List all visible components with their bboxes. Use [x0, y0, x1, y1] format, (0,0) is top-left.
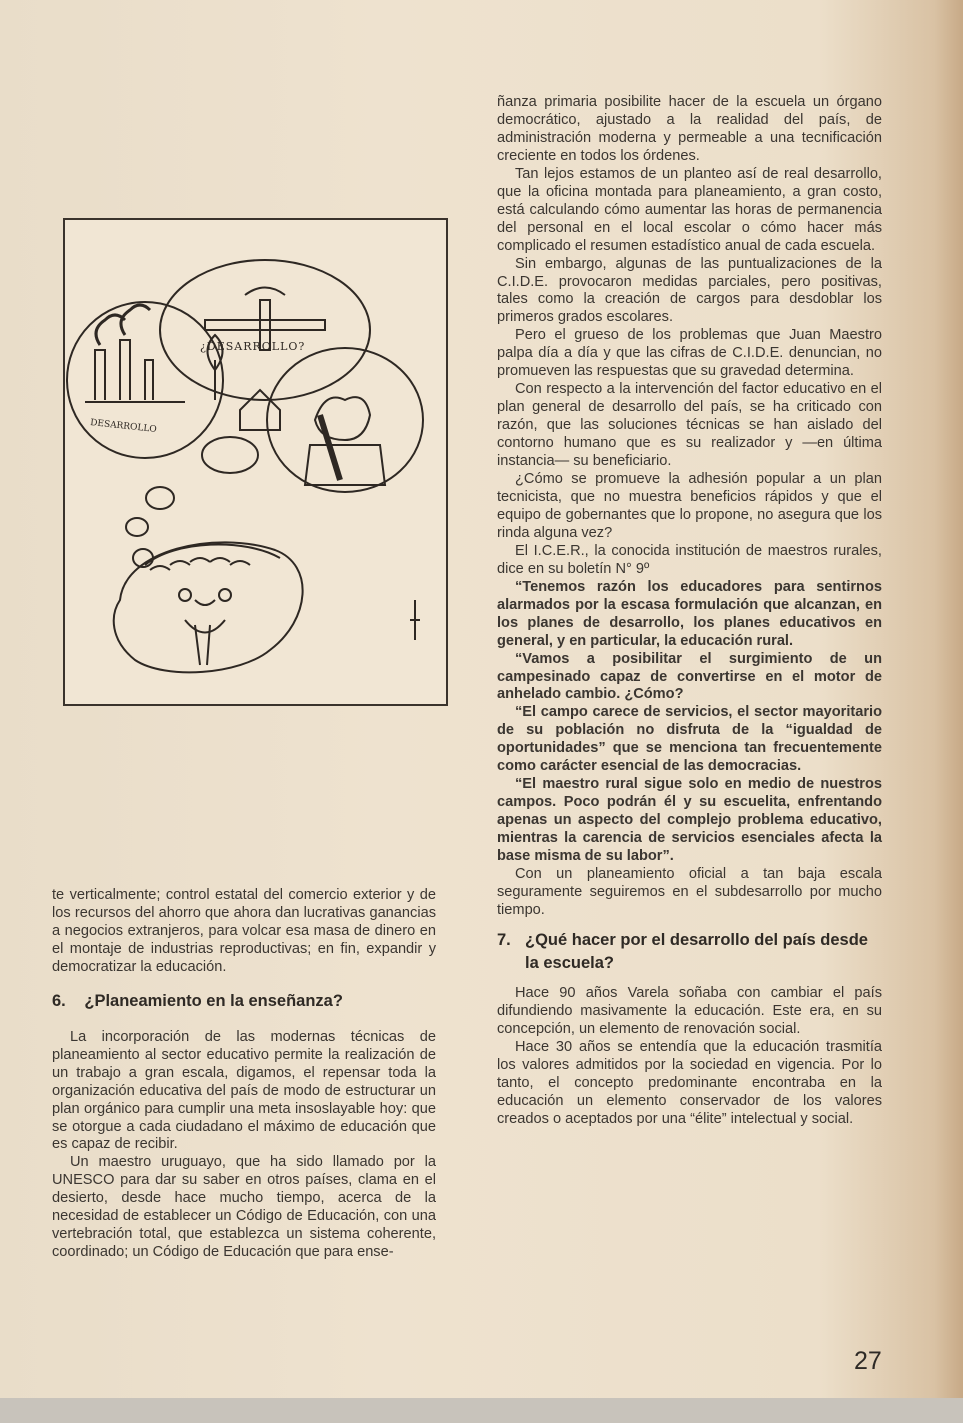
right-paragraph-9: Hace 90 años Varela soñaba con cambiar el país difundiendo masivamente la educación. Este era, en su concepción, un elemento de renovación social. — [497, 984, 882, 1037]
right-paragraph-6: ¿Cómo se promueve la adhesión popular a un plan tecnicista, que no muestra beneficios rápidos y que el equipo de gobernantes que lo propone, no asegura que los rinda alguna vez? — [497, 471, 882, 541]
right-paragraph-2: Tan lejos estamos de un planteo así de real desarrollo, que la oficina montada para planeamiento, a gran costo, está calculando cómo aumentar las horas de permanencia del personal en el local escolar o cómo hacer más complicado el resumen estadístico anual de cada escuela. — [497, 165, 882, 254]
right-column — [497, 94, 882, 1128]
quote-paragraph-2: “Vamos a posibilitar el surgimiento de un campesinado capaz de convertirse en el motor de anhelado cambio. ¿Cómo? — [497, 650, 882, 703]
quote-paragraph-3: “El campo carece de servicios, el sector mayoritario de su población no disfruta de la “igualdad de oportunidades” que se menciona tan frecuentemente como carácter esencial de las democracias. — [497, 704, 882, 775]
cartoon-drawing — [65, 220, 446, 704]
section-6-number: 6. — [52, 991, 66, 1010]
scan-bottom-margin — [0, 1398, 963, 1423]
section-7-title: ¿Qué hacer por el desarrollo del país desde la escuela? — [525, 930, 868, 972]
section-6-title: ¿Planeamiento en la enseñanza? — [84, 991, 343, 1010]
quote-paragraph-1: “Tenemos razón los educadores para sentirnos alarmados por la escasa formulación que alcanzan, en los planes de desarrollo, los planes educativos en general, y en particular, la educación rural. — [497, 578, 882, 649]
section-6-heading — [52, 990, 436, 1013]
right-paragraph-7: El I.C.E.R., la conocida institución de maestros rurales, dice en su boletín N° 9º — [497, 542, 882, 577]
cartoon-illustration — [63, 218, 448, 706]
thought-bubble-politician — [267, 348, 423, 492]
right-paragraph-1: ñanza primaria posibilite hacer de la escuela un órgano democrático, ajustado a la realidad del país, de administración moderna y permeable a una tecnificación creciente en todos los órdenes. — [497, 94, 882, 164]
section-7-heading — [497, 929, 882, 975]
bubble-text-desarrollo-question: ¿DESARROLLO? — [200, 340, 306, 353]
left-paragraph-3: Un maestro uruguayo, que ha sido llamado por la UNESCO para dar su saber en otros países, clama en el desierto, desde hace mucho tiempo, acerca de la necesidad de establecer un Código de Educación, con una vertebración total, que establezca un sistema coherente, coordinado; un Código de Educación que para ense- — [52, 1154, 436, 1261]
right-paragraph-3: Sin embargo, algunas de las puntualizaciones de la C.I.D.E. provocaron medidas parciales, pero positivas, tales como la creación de cargos para desdoblar los primeros grados escolares. — [497, 255, 882, 326]
right-paragraph-5: Con respecto a la intervención del factor educativo en el plan general de desarrollo del país, se ha criticado con razón, que las soluciones técnicas se han aislado del contorno humano que es su realizador y —en última instancia— su beneficiario. — [497, 381, 882, 470]
left-column — [52, 887, 436, 1262]
bubble-text-desarrollo: DESARROLLO — [89, 418, 158, 435]
right-paragraph-4: Pero el grueso de los problemas que Juan Maestro palpa día a día y que las cifras de C.I.D.E. denuncian, no promueven las respuestas que su gravedad determina. — [497, 327, 882, 380]
quote-paragraph-4: “El maestro rural sigue solo en medio de nuestros campos. Poco podrán él y su escuelita, enfrentando apenas un aspecto del complejo problema educativo, mientras la carencia de servicios esenciales afecta la base misma de su labor”. — [497, 776, 882, 865]
section-7-number: 7. — [497, 930, 511, 949]
left-paragraph-2: La incorporación de las modernas técnicas de planeamiento al sector educativo permite la realización de un trabajo a gran escala, digamos, el repensar toda la organización educativa del país de modo de estructurar un plan orgánico para cumplir una meta insoslayable hoy: que se otorgue a cada ciudadano el máximo de educación que es capaz de recibir. — [52, 1028, 436, 1153]
right-paragraph-8: Con un planeamiento oficial a tan baja escala seguramente seguiremos en el subdesarrollo por mucho tiempo. — [497, 865, 882, 918]
page-number: 27 — [854, 1347, 882, 1375]
right-paragraph-10: Hace 30 años se entendía que la educación trasmitía los valores admitidos por la sociedad en vigencia. Por lo tanto, el concepto predominante encontraba en la educación un elemento conservador de los valores creados o aceptados por una “élite” intelectual y social. — [497, 1038, 882, 1127]
left-paragraph-1: te verticalmente; control estatal del comercio exterior y de los recursos del ahorro que ahora dan lucrativas ganancias a negocios extranjeros, para volcar esa masa de dinero en el montaje de industrias reproductivas; en fin, expandir y democratizar la educación. — [52, 887, 436, 975]
